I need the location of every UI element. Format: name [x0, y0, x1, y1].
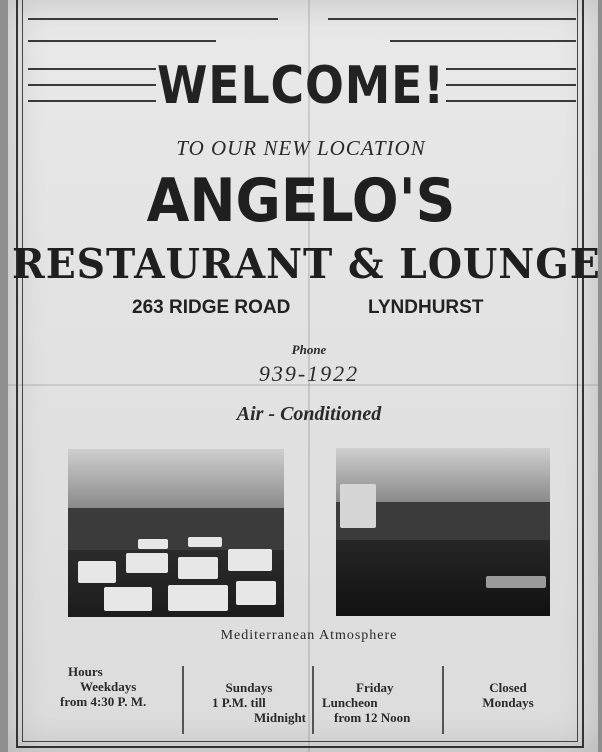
- headline: WELCOME!: [156, 56, 446, 116]
- air-conditioned-label: Air - Conditioned: [236, 403, 382, 425]
- hours-divider-2: [312, 666, 314, 734]
- weekdays-label: Weekdays: [80, 679, 137, 694]
- rule-top-right-2: [390, 40, 576, 42]
- sundays-time-2: Midnight: [253, 710, 306, 725]
- phone-label: Phone: [291, 342, 327, 357]
- hours-sundays: [192, 680, 306, 725]
- hours-label: Hours: [68, 664, 103, 679]
- hours-friday: [322, 680, 438, 725]
- business-name: ANGELO'S: [146, 166, 456, 236]
- closed-label: Closed: [489, 680, 527, 695]
- friday-time: from 12 Noon: [334, 710, 411, 725]
- friday-detail: Luncheon: [322, 695, 378, 710]
- weekdays-time: from 4:30 P. M.: [60, 694, 147, 709]
- hours-divider-3: [442, 666, 444, 734]
- sundays-time: 1 P.M. till: [212, 695, 266, 710]
- address-street: 263 RIDGE ROAD: [132, 297, 291, 318]
- hours-closed: [452, 680, 564, 710]
- photo-caption: Mediterranean Atmosphere: [220, 628, 398, 643]
- hours-divider-1: [182, 666, 184, 734]
- rule-top-left-2: [28, 40, 216, 42]
- friday-label: Friday: [356, 680, 394, 695]
- dining-room-photo: [68, 449, 284, 617]
- rule-top-right-1: [328, 18, 576, 20]
- business-type: RESTAURANT & LOUNGE: [12, 240, 601, 288]
- subheadline: TO OUR NEW LOCATION: [176, 136, 426, 160]
- address-town: LYNDHURST: [368, 297, 484, 318]
- hours-weekdays: [60, 664, 180, 709]
- rule-top-left-1: [28, 18, 278, 20]
- phone-number: 939-1922: [258, 361, 360, 386]
- lounge-bar-photo: [336, 448, 550, 616]
- closed-day: Mondays: [482, 695, 534, 710]
- sundays-label: Sundays: [225, 680, 273, 695]
